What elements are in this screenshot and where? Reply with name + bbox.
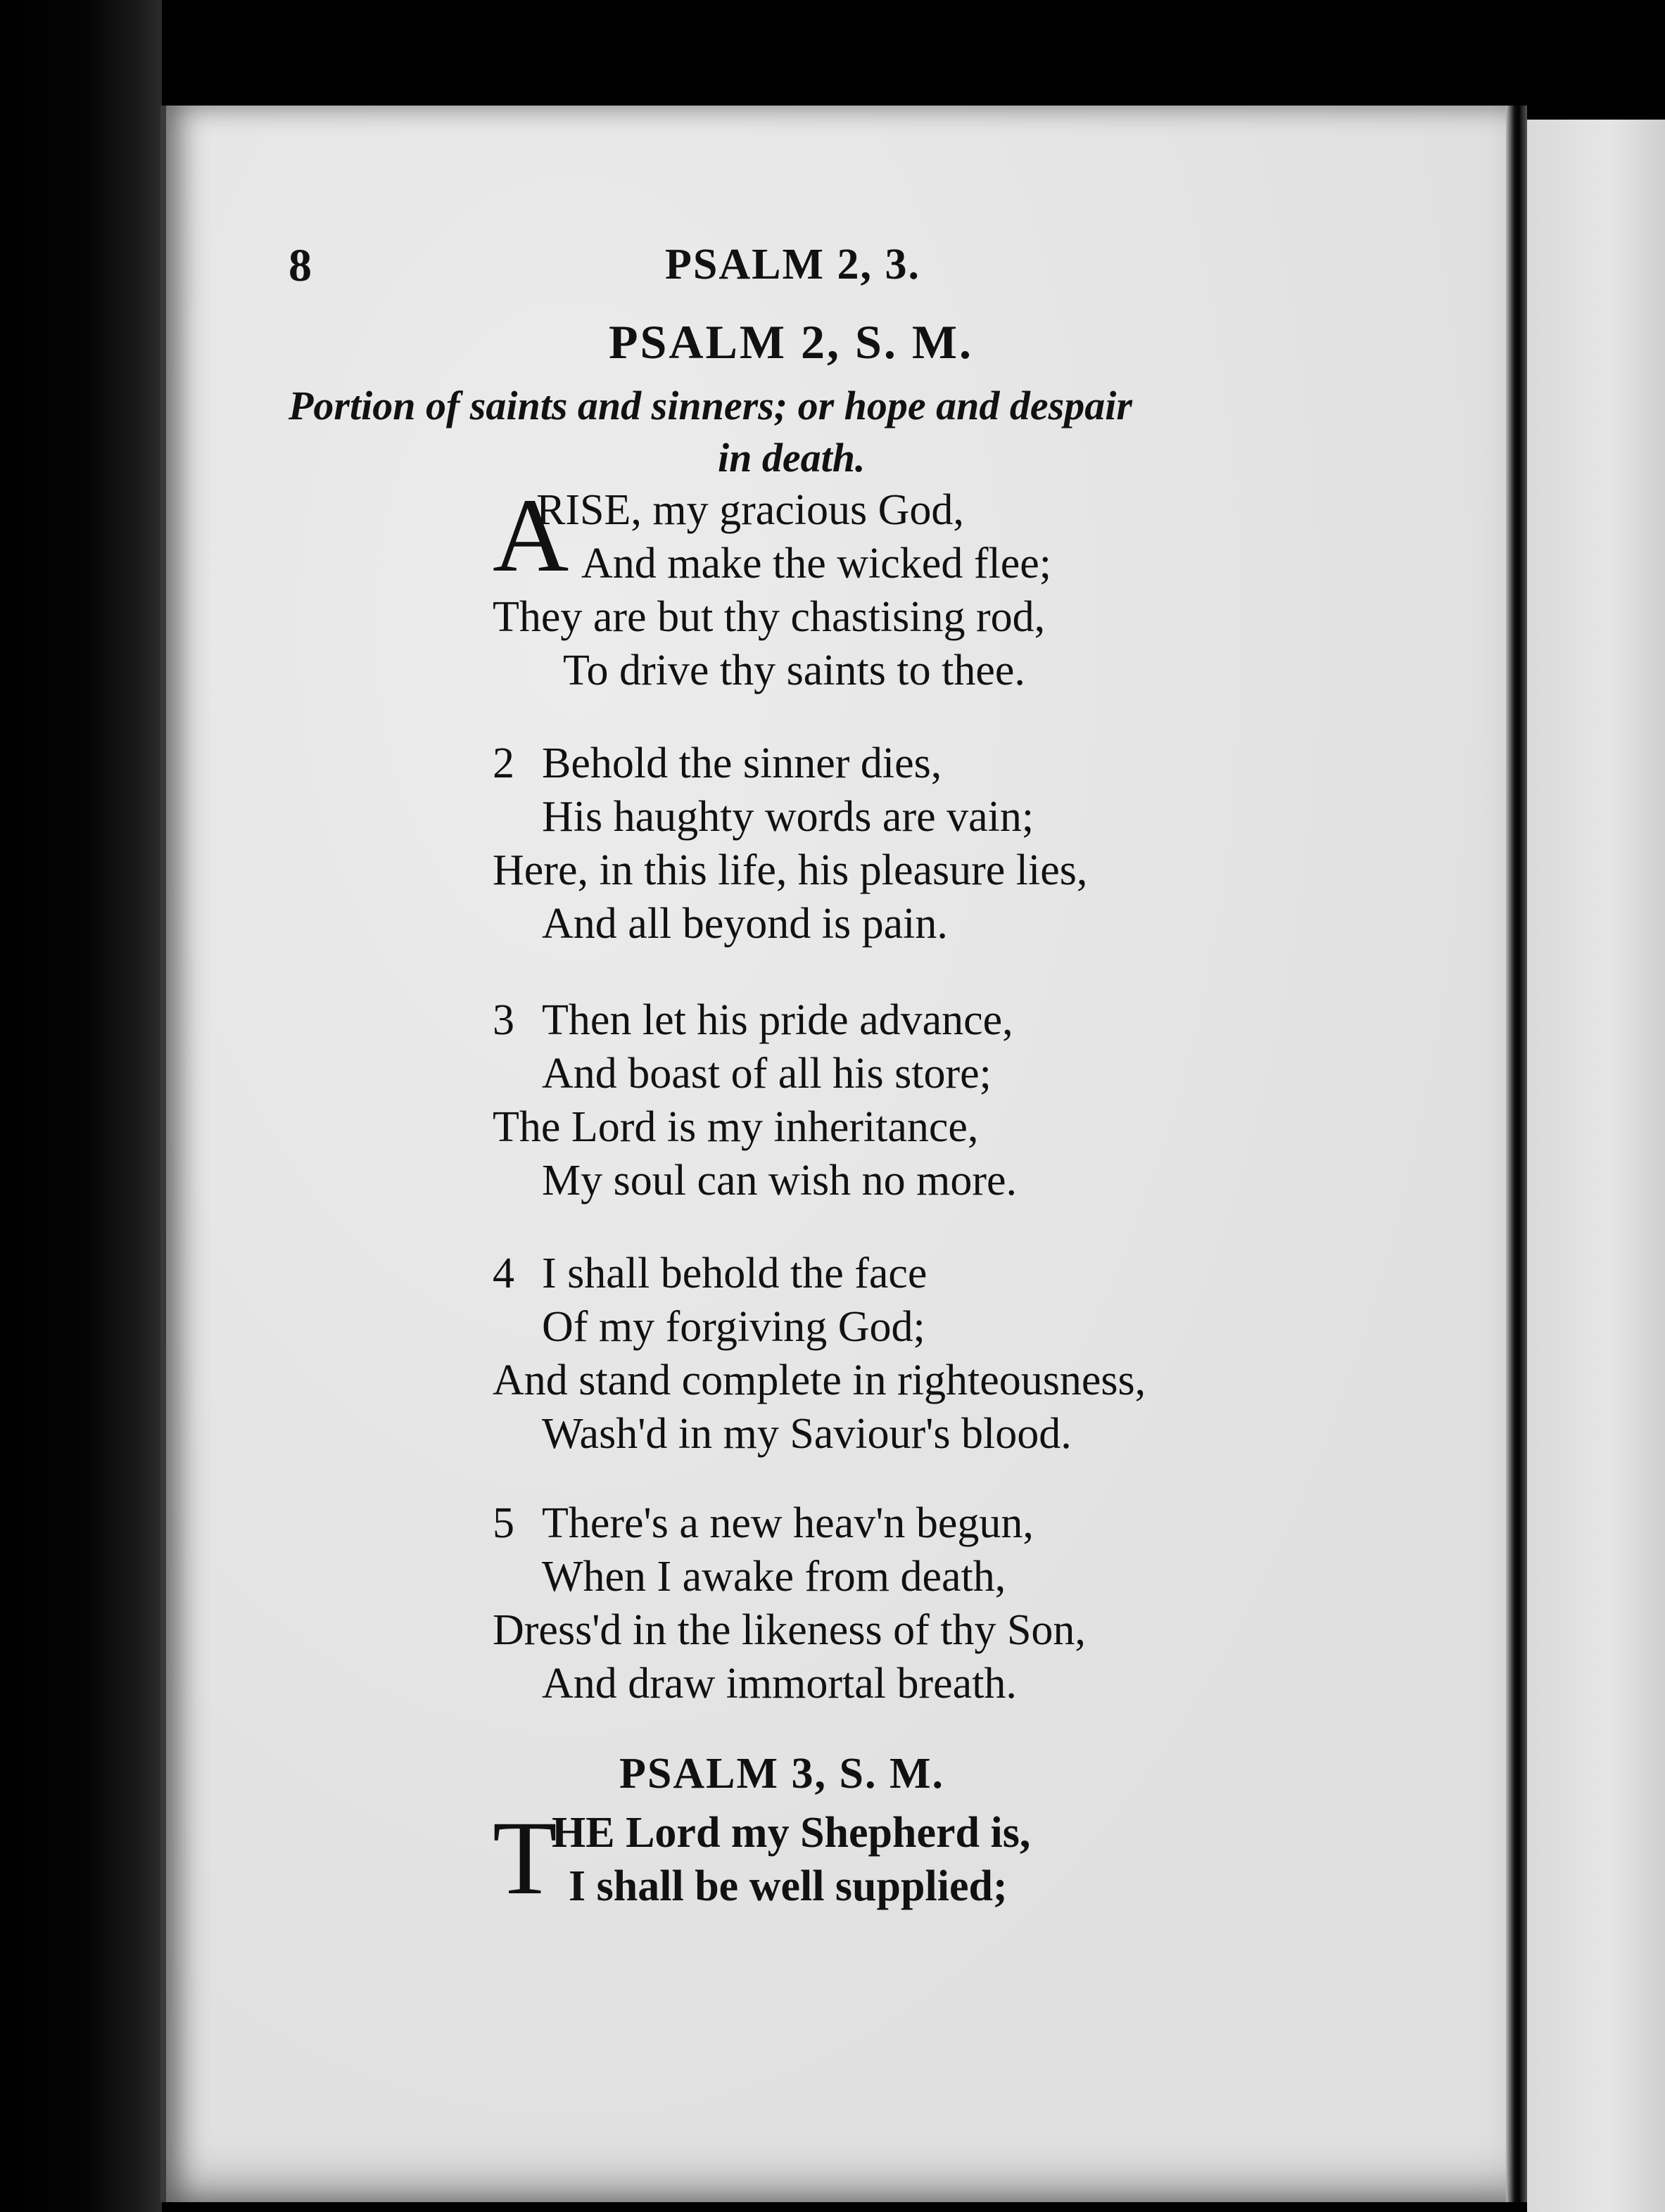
verse-number: 2	[493, 739, 514, 787]
verse-line: There's a new heav'n begun,	[542, 1499, 1034, 1547]
drop-cap: T	[493, 1800, 557, 1917]
verse-line: Behold the sinner dies,	[542, 739, 942, 787]
psalm-2-subtitle-line-2: in death.	[718, 435, 866, 481]
verse-line: Of my forgiving God;	[542, 1303, 925, 1351]
verse-line: When I awake from death,	[542, 1553, 1006, 1601]
book-binding-edge	[0, 0, 162, 2212]
verse-line: And stand complete in righteousness,	[493, 1356, 1146, 1404]
verse-line: The Lord is my inheritance,	[493, 1103, 979, 1151]
verse-line: And draw immortal breath.	[542, 1660, 1017, 1708]
verse-line: And make the wicked flee;	[581, 540, 1051, 587]
verse-line: Wash'd in my Saviour's blood.	[542, 1410, 1072, 1458]
psalm-2-title: PSALM 2, S. M.	[609, 315, 973, 369]
psalm-2-subtitle-line-1: Portion of saints and sinners; or hope and despair	[289, 383, 1132, 428]
verse-line: HE Lord my Shepherd is,	[552, 1809, 1031, 1857]
verse-number: 5	[493, 1499, 514, 1547]
verse-line: His haughty words are vain;	[542, 793, 1034, 841]
verse-line: To drive thy saints to thee.	[563, 647, 1025, 694]
drop-cap: A	[493, 477, 569, 594]
verse-line: And all beyond is pain.	[542, 900, 948, 948]
running-head: PSALM 2, 3.	[665, 241, 920, 288]
verse-line: I shall behold the face	[542, 1250, 928, 1297]
verse-line: Then let his pride advance,	[542, 996, 1013, 1044]
verse-line: RISE, my gracious God,	[536, 486, 964, 534]
page-number: 8	[289, 240, 312, 291]
verse-line: My soul can wish no more.	[542, 1157, 1018, 1204]
verse-line: Dress'd in the likeness of thy Son,	[493, 1606, 1086, 1654]
verse-line: Here, in this life, his pleasure lies,	[493, 846, 1088, 894]
scan-top-margin	[0, 0, 1665, 106]
verse-line: And boast of all his store;	[542, 1050, 992, 1098]
page-gutter	[1506, 106, 1527, 2202]
verse-number: 3	[493, 996, 514, 1044]
facing-page-edge	[1527, 120, 1665, 2212]
verse-line: They are but thy chastising rod,	[493, 593, 1046, 641]
verse-line: I shall be well supplied;	[569, 1862, 1008, 1910]
psalm-3-title: PSALM 3, S. M.	[619, 1750, 944, 1798]
verse-number: 4	[493, 1250, 514, 1297]
